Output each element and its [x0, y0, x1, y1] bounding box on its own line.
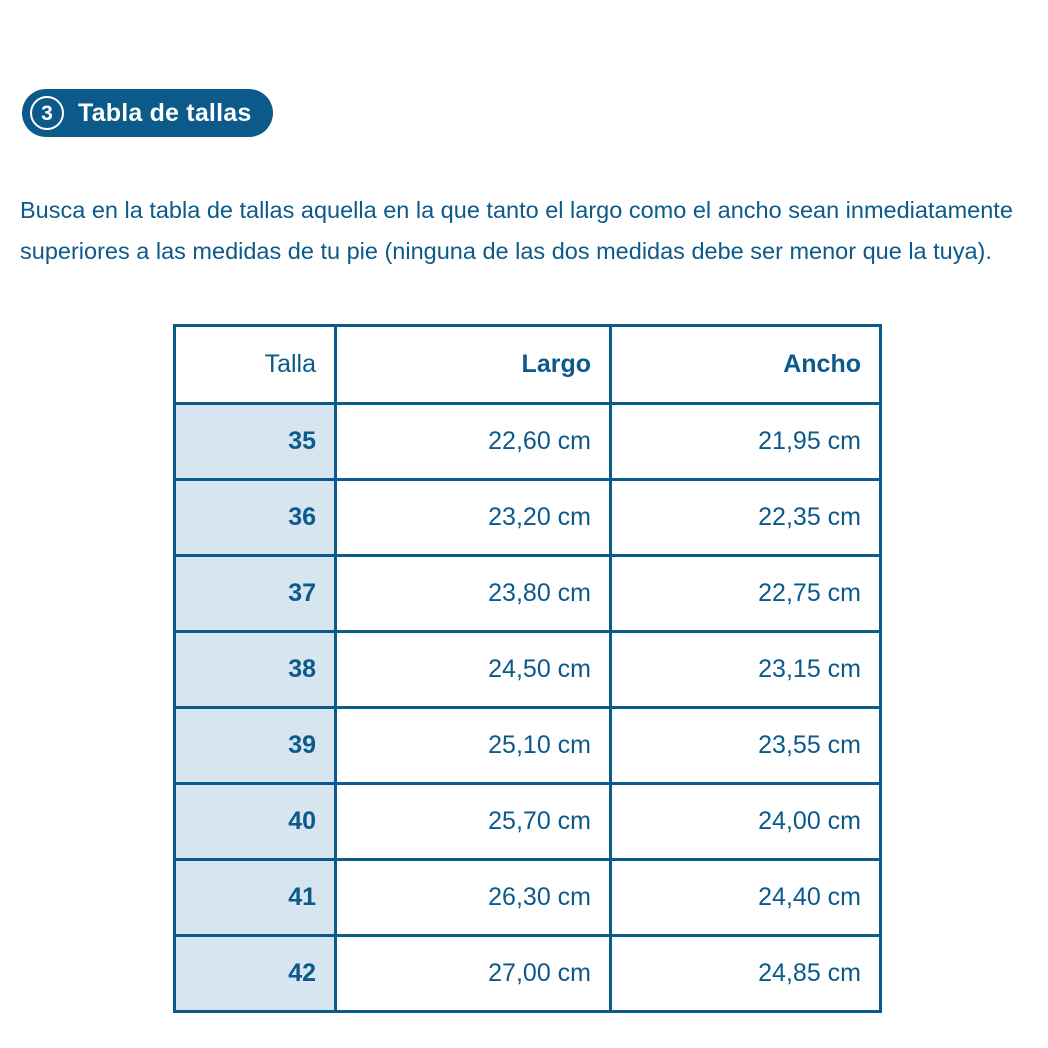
- intro-paragraph: Busca en la tabla de tallas aquella en la que tanto el largo como el ancho sean inmediatamente superiores a las medidas de tu pie (ninguna de las dos medidas debe ser menor que la tuya).: [20, 196, 1013, 264]
- cell-talla: 40: [175, 784, 336, 860]
- cell-largo: 23,20 cm: [336, 480, 611, 556]
- table-row: [175, 480, 881, 556]
- step-header: [22, 89, 273, 137]
- cell-talla: 41: [175, 860, 336, 936]
- cell-ancho: 24,40 cm: [611, 860, 881, 936]
- column-header-talla: Talla: [175, 326, 336, 404]
- page-title: Tabla de tallas: [78, 98, 252, 127]
- size-table-wrapper: [173, 324, 879, 1013]
- table-row: [175, 404, 881, 480]
- size-table: [173, 324, 882, 1013]
- cell-largo: 25,10 cm: [336, 708, 611, 784]
- table-row: [175, 708, 881, 784]
- cell-talla: 35: [175, 404, 336, 480]
- cell-largo: 26,30 cm: [336, 860, 611, 936]
- cell-ancho: 24,00 cm: [611, 784, 881, 860]
- cell-largo: 23,80 cm: [336, 556, 611, 632]
- cell-talla: 39: [175, 708, 336, 784]
- cell-talla: 37: [175, 556, 336, 632]
- table-header-row: [175, 326, 881, 404]
- cell-largo: 27,00 cm: [336, 936, 611, 1012]
- cell-ancho: 22,35 cm: [611, 480, 881, 556]
- cell-ancho: 22,75 cm: [611, 556, 881, 632]
- table-body: [175, 404, 881, 1012]
- cell-largo: 25,70 cm: [336, 784, 611, 860]
- cell-talla: 42: [175, 936, 336, 1012]
- cell-talla: 38: [175, 632, 336, 708]
- table-head: [175, 326, 881, 404]
- cell-largo: 24,50 cm: [336, 632, 611, 708]
- table-row: [175, 860, 881, 936]
- cell-talla: 36: [175, 480, 336, 556]
- column-header-ancho: Ancho: [611, 326, 881, 404]
- cell-ancho: 24,85 cm: [611, 936, 881, 1012]
- cell-largo: 22,60 cm: [336, 404, 611, 480]
- cell-ancho: 21,95 cm: [611, 404, 881, 480]
- table-row: [175, 632, 881, 708]
- table-row: [175, 936, 881, 1012]
- table-row: [175, 784, 881, 860]
- step-number-badge: 3: [30, 96, 64, 130]
- cell-ancho: 23,15 cm: [611, 632, 881, 708]
- table-row: [175, 556, 881, 632]
- cell-ancho: 23,55 cm: [611, 708, 881, 784]
- column-header-largo: Largo: [336, 326, 611, 404]
